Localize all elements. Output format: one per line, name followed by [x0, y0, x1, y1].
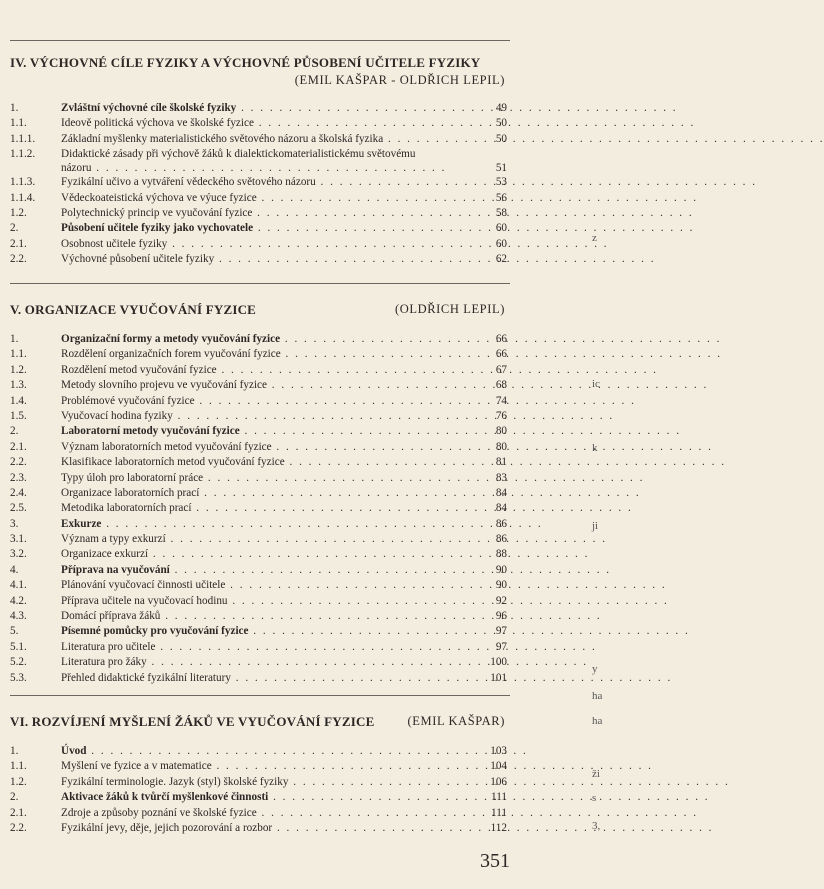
entry-number: 2.	[10, 791, 19, 804]
toc-section-v	[10, 302, 507, 684]
entry-page: 49	[495, 102, 507, 114]
entry-page: 83	[495, 471, 507, 484]
entry-page: 97	[495, 625, 507, 638]
entry-number: 1.1.3.	[10, 176, 36, 189]
margin-fragment: y	[592, 663, 598, 675]
toc-entry	[10, 237, 507, 252]
section-author: (OLDŘICH LEPIL)	[394, 302, 505, 316]
entry-page: 60	[495, 222, 507, 235]
entry-page: 56	[495, 191, 507, 204]
section-author: (EMIL KAŠPAR - OLDŘICH LEPIL)	[294, 73, 505, 87]
entry-number: 5.1.	[10, 640, 27, 653]
entry-number: 2.1.	[10, 806, 27, 819]
rule-section-v	[10, 283, 510, 284]
margin-fragment: k	[592, 442, 598, 454]
toc-entry	[10, 116, 507, 131]
entry-title: Literatura pro žáky	[61, 656, 147, 669]
toc-entries	[10, 101, 507, 268]
entry-number: 2.2.	[10, 821, 27, 834]
toc-entry	[10, 332, 507, 347]
entry-page: 112	[490, 821, 507, 834]
toc-entry	[10, 455, 507, 470]
entry-number: 1.1.	[10, 760, 27, 773]
entry-number: 5.	[10, 625, 19, 638]
entry-page: 80	[495, 440, 507, 453]
rule-section-vi	[10, 695, 510, 696]
entry-title: Organizace exkurzí	[61, 548, 149, 561]
toc-entry	[10, 547, 507, 562]
toc-entry	[10, 624, 507, 639]
section-title: IV. VÝCHOVNÉ CÍLE FYZIKY A VÝCHOVNÉ PŮSOBENÍ UČITELE FYZIKY	[10, 55, 481, 70]
toc-entry	[10, 471, 507, 486]
entry-number: 3.1.	[10, 533, 27, 546]
entry-number: 2.4.	[10, 486, 27, 499]
entry-page: 96	[495, 610, 507, 623]
toc-entry	[10, 147, 507, 175]
toc-entry	[10, 221, 507, 236]
entry-title-continued: názoru . .	[61, 161, 485, 175]
toc-entry	[10, 640, 507, 655]
entry-title: Písemné pomůcky pro vyučování fyzice	[61, 625, 249, 638]
entry-number: 1.1.	[10, 117, 27, 130]
entry-title: Zdroje a způsoby poznání ve školské fyzice	[61, 806, 257, 819]
entry-number: 5.2.	[10, 656, 27, 669]
toc-entry	[10, 517, 507, 532]
entry-page: 111	[491, 806, 507, 819]
entry-number: 1.3.	[10, 379, 27, 392]
toc-entry	[10, 394, 507, 409]
toc-section-vi	[10, 714, 507, 834]
entry-number: 2.	[10, 222, 19, 235]
entry-page: 101	[490, 671, 507, 684]
entry-title: Rozdělení metod vyučování fyzice	[61, 363, 217, 376]
entry-title: Metody slovního projevu ve vyučování fyzice	[61, 379, 267, 392]
entry-page: 66	[495, 333, 507, 345]
entry-page: 67	[495, 363, 507, 376]
entry-page: 84	[495, 486, 507, 499]
entry-title: Příprava učitele na vyučovací hodinu	[61, 594, 228, 607]
margin-fragment: ha	[592, 715, 603, 727]
entry-number: 2.5.	[10, 502, 27, 515]
entry-page: 104	[490, 760, 507, 773]
entry-number: 1.1.1.	[10, 132, 36, 145]
entry-title: Rozdělení organizačních forem vyučování fyzice	[61, 348, 281, 361]
margin-fragment: s	[592, 792, 597, 804]
entry-title: Fyzikální učivo a vytváření vědeckého světového názoru	[61, 176, 316, 189]
entry-title: Plánování vyučovací činnosti učitele	[61, 579, 226, 592]
toc-entry	[10, 744, 507, 759]
entry-number: 1.1.2.	[10, 148, 36, 161]
toc-entry	[10, 252, 507, 267]
entry-title: Myšlení ve fyzice a v matematice	[61, 760, 212, 773]
entry-page: 66	[495, 348, 507, 361]
toc-entry	[10, 175, 507, 190]
entry-number: 5.3.	[10, 671, 27, 684]
entry-title: Exkurze	[61, 517, 102, 530]
entry-title: Aktivace žáků k tvůrčí myšlenkové činnosti	[61, 791, 269, 804]
entry-page: 86	[495, 517, 507, 530]
entry-number: 1.2.	[10, 775, 27, 788]
entry-title: Působení učitele fyziky jako vychovatele	[61, 222, 254, 235]
entry-number: 2.1.	[10, 440, 27, 453]
entry-page: 68	[495, 379, 507, 392]
toc-entry	[10, 671, 507, 686]
entry-number: 2.2.	[10, 456, 27, 469]
entry-page: 86	[495, 533, 507, 546]
entry-title: Přehled didaktické fyzikální literatury	[61, 671, 231, 684]
toc-entry	[10, 101, 507, 116]
entry-number: 3.	[10, 517, 19, 530]
entry-title: Laboratorní metody vyučování fyzice	[61, 425, 240, 438]
entry-page: 97	[495, 640, 507, 653]
toc-entry	[10, 609, 507, 624]
entry-title: Příprava na vyučování	[61, 563, 170, 576]
entry-title: Literatura pro učitele	[61, 640, 156, 653]
entry-page: 76	[495, 409, 507, 422]
section-title: V. ORGANIZACE VYUČOVÁNÍ FYZICE	[10, 302, 257, 317]
entry-title: Ideově politická výchova ve školské fyzice	[61, 117, 254, 130]
entry-title: Zvláštní výchovné cíle školské fyziky	[61, 102, 237, 114]
toc-entry	[10, 486, 507, 501]
entry-number: 4.2.	[10, 594, 27, 607]
toc-entry	[10, 501, 507, 516]
entry-page: 103	[490, 745, 507, 757]
margin-fragment: ha	[592, 690, 603, 702]
entry-number: 1.	[10, 745, 19, 757]
entry-title: Osobnost učitele fyziky	[61, 237, 168, 250]
entry-number: 1.2.	[10, 363, 27, 376]
entry-title: Vědeckoateistická výchova ve výuce fyzice	[61, 191, 257, 204]
margin-fragment: ic	[592, 378, 600, 390]
entry-page: 62	[495, 253, 507, 266]
entry-number: 1.	[10, 333, 19, 345]
toc-entry	[10, 821, 507, 836]
toc-entry	[10, 759, 507, 774]
entry-number: 1.4.	[10, 394, 27, 407]
entry-title: Organizace laboratorních prací	[61, 486, 200, 499]
section-title: VI. ROZVÍJENÍ MYŠLENÍ ŽÁKŮ VE VYUČOVÁNÍ FYZICE	[10, 714, 375, 729]
entry-title: Výchovné působení učitele fyziky	[61, 253, 215, 266]
entry-number: 2.	[10, 425, 19, 438]
entry-title: Typy úloh pro laboratorní práce	[61, 471, 204, 484]
entry-number: 2.1.	[10, 237, 27, 250]
entry-page: 100	[490, 656, 507, 669]
toc-entry	[10, 409, 507, 424]
entry-page: 84	[495, 502, 507, 515]
entry-number: 1.5.	[10, 409, 27, 422]
entry-title: Problémové vyučování fyzice	[61, 394, 195, 407]
toc-entry	[10, 563, 507, 578]
margin-fragment: z	[592, 232, 597, 244]
entry-page: 50	[495, 132, 507, 145]
entry-title: Úvod	[61, 745, 87, 757]
entry-page: 58	[495, 206, 507, 219]
entry-number: 2.3.	[10, 471, 27, 484]
entry-title: Polytechnický princip ve vyučování fyzice	[61, 206, 253, 219]
entry-number: 1.1.4.	[10, 191, 36, 204]
margin-fragment: ži	[592, 768, 600, 780]
entry-title: Metodika laboratorních prací	[61, 502, 192, 515]
rule-top	[10, 40, 510, 41]
entry-title: Význam a typy exkurzí	[61, 533, 166, 546]
entry-title: Význam laboratorních metod vyučování fyzice	[61, 440, 272, 453]
entry-number: 4.	[10, 563, 19, 576]
toc-entry	[10, 578, 507, 593]
entry-number: 3.2.	[10, 548, 27, 561]
entry-number: 4.3.	[10, 610, 27, 623]
toc-entry	[10, 424, 507, 439]
entry-number: 2.2.	[10, 253, 27, 266]
entry-page: 90	[495, 563, 507, 576]
entry-number: 4.1.	[10, 579, 27, 592]
entry-page: 51	[495, 162, 507, 175]
toc-entry	[10, 191, 507, 206]
entry-number: 1.1.	[10, 348, 27, 361]
entry-page: 50	[495, 117, 507, 130]
entry-page: 88	[495, 548, 507, 561]
entry-page: 53	[495, 176, 507, 189]
entry-title: Organizační formy a metody vyučování fyzice	[61, 333, 281, 345]
page-number: 351	[480, 850, 510, 872]
entry-title: Fyzikální jevy, děje, jejich pozorování a rozbor	[61, 821, 273, 834]
entry-page: 80	[495, 425, 507, 438]
toc-entry	[10, 806, 507, 821]
toc-entry	[10, 440, 507, 455]
entry-number: 1.	[10, 102, 19, 114]
entry-page: 111	[491, 791, 507, 804]
entry-title: Základní myšlenky materialistického světového názoru a školská fyzika	[61, 132, 384, 145]
toc-entry	[10, 132, 507, 147]
entry-title: Didaktické zásady při výchově žáků k dialektickomaterialistickému světovému	[61, 148, 416, 161]
toc-entry	[10, 363, 507, 378]
margin-fragment: 3,	[592, 820, 601, 832]
entry-page: 106	[490, 775, 507, 788]
entry-title: Vyučovací hodina fyziky	[61, 409, 173, 422]
toc-entry	[10, 775, 507, 790]
toc-entry	[10, 594, 507, 609]
section-author: (EMIL KAŠPAR)	[407, 714, 505, 728]
adjacent-page-margin	[590, 0, 603, 889]
toc-entry	[10, 532, 507, 547]
entry-page: 60	[495, 237, 507, 250]
entry-page: 81	[495, 456, 507, 469]
toc-entry	[10, 378, 507, 393]
entry-title: Fyzikální terminologie. Jazyk (styl) školské fyziky	[61, 775, 289, 788]
entry-title: Klasifikace laboratorních metod vyučování fyzice	[61, 456, 285, 469]
toc-section-iv	[10, 55, 507, 266]
toc-entries	[10, 744, 507, 836]
entry-title: Domácí příprava žáků	[61, 610, 161, 623]
toc-entry	[10, 655, 507, 670]
toc-entry	[10, 347, 507, 362]
entry-page: 92	[495, 594, 507, 607]
toc-entry	[10, 206, 507, 221]
entry-page: 74	[495, 394, 507, 407]
margin-fragment: ji	[592, 520, 599, 532]
entry-page: 90	[495, 579, 507, 592]
toc-entries	[10, 332, 507, 686]
toc-entry	[10, 790, 507, 805]
entry-number: 1.2.	[10, 206, 27, 219]
